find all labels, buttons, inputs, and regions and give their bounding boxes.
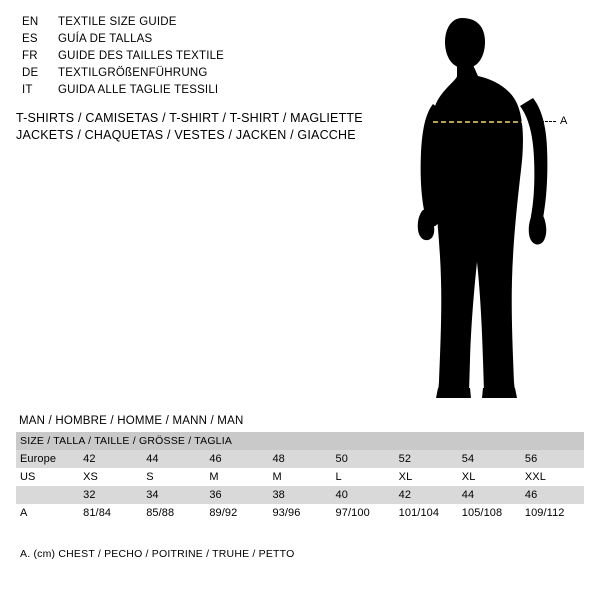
table-row (16, 504, 584, 522)
row-label: A (16, 504, 79, 522)
language-row (22, 84, 382, 101)
language-code: FR (22, 50, 38, 62)
size-table-section (16, 415, 584, 522)
cell: XL (458, 468, 521, 486)
cell: XXL (521, 468, 584, 486)
cell: XL (395, 468, 458, 486)
cell: 81/84 (79, 504, 142, 522)
language-list (22, 16, 382, 101)
cell: 54 (458, 450, 521, 468)
language-text: GUÍA DE TALLAS (58, 33, 153, 45)
cell: 44 (142, 450, 205, 468)
cell: 101/104 (395, 504, 458, 522)
cell: S (142, 468, 205, 486)
measure-label-a: A (560, 115, 568, 127)
table-title-man: MAN / HOMBRE / HOMME / MANN / MAN (19, 415, 244, 427)
footnote-chest-measure: A. (cm) CHEST / PECHO / POITRINE / TRUHE / PETTO (20, 548, 295, 560)
table-header-row (16, 432, 584, 450)
cell: L (332, 468, 395, 486)
silhouette-icon (400, 10, 600, 405)
language-row (22, 33, 382, 50)
size-table (16, 432, 584, 522)
language-code: ES (22, 33, 38, 45)
cell: 85/88 (142, 504, 205, 522)
male-silhouette-figure (400, 10, 600, 410)
category-list (16, 110, 416, 144)
measure-leader-line (541, 121, 556, 122)
cell: 42 (79, 450, 142, 468)
table-row (16, 486, 584, 504)
table-row (16, 468, 584, 486)
category-line-tshirts: T-SHIRTS / CAMISETAS / T-SHIRT / T-SHIRT / MAGLIETTE (16, 111, 363, 125)
language-row (22, 16, 382, 33)
cell: 93/96 (268, 504, 331, 522)
cell: 50 (332, 450, 395, 468)
cell: M (205, 468, 268, 486)
cell: 97/100 (332, 504, 395, 522)
cell: 36 (205, 486, 268, 504)
row-label (16, 486, 79, 504)
language-row (22, 67, 382, 84)
language-code: IT (22, 84, 33, 96)
cell: 48 (268, 450, 331, 468)
language-code: DE (22, 67, 39, 79)
language-row (22, 50, 382, 67)
row-label: US (16, 468, 79, 486)
cell: M (268, 468, 331, 486)
category-line-jackets: JACKETS / CHAQUETAS / VESTES / JACKEN / GIACCHE (16, 128, 356, 142)
cell: 105/108 (458, 504, 521, 522)
cell: 34 (142, 486, 205, 504)
language-code: EN (22, 16, 39, 28)
cell: 42 (395, 486, 458, 504)
cell: XS (79, 468, 142, 486)
cell: 44 (458, 486, 521, 504)
cell: 56 (521, 450, 584, 468)
cell: 46 (521, 486, 584, 504)
language-text: GUIDA ALLE TAGLIE TESSILI (58, 84, 219, 96)
table-row (16, 450, 584, 468)
cell: 32 (79, 486, 142, 504)
cell: 46 (205, 450, 268, 468)
cell: 38 (268, 486, 331, 504)
table-header-label: SIZE / TALLA / TAILLE / GRÖSSE / TAGLIA (16, 432, 584, 450)
cell: 109/112 (521, 504, 584, 522)
language-text: TEXTILGRÖßENFÜHRUNG (58, 67, 208, 79)
cell: 52 (395, 450, 458, 468)
language-text: TEXTILE SIZE GUIDE (58, 16, 177, 28)
row-label: Europe (16, 450, 79, 468)
cell: 40 (332, 486, 395, 504)
language-text: GUIDE DES TAILLES TEXTILE (58, 50, 225, 62)
cell: 89/92 (205, 504, 268, 522)
